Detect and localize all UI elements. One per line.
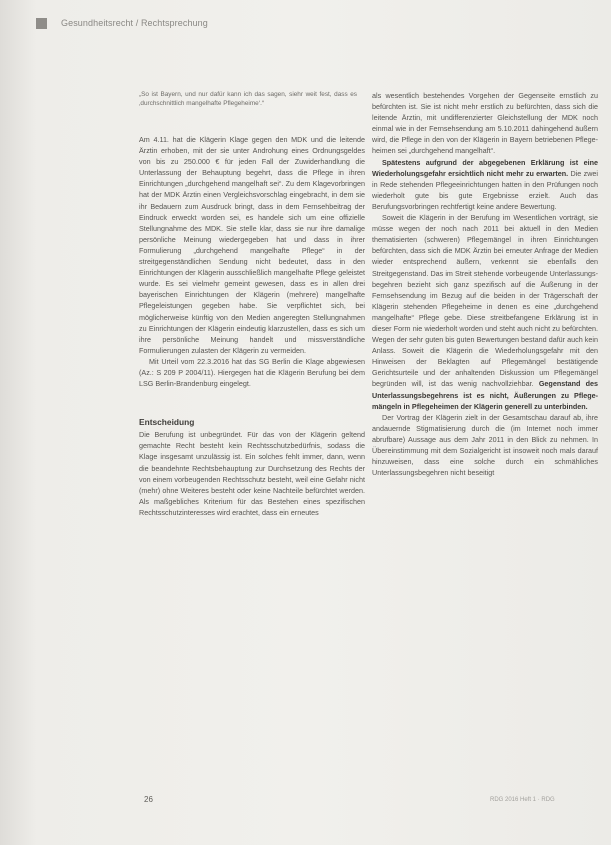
body-paragraph: Am 4.11. hat die Klägerin Klage gegen den MDK und die leitende Ärztin erhoben, mit der sie unter Androhung eines Ordnungsgeldes von bis zu 250.000 € für jeden Fall der Zuwiderhandlung die Unterlassung der Behauptung begehrt, dass die Pflege in ihren Einrichtungen „durchgehend mangelhaft sei“. Zu dem Klagevorbringen hat der MDK Ärztin einen Vergleichsvorschlag eingebracht, in dem sie ihr Bedauern zum Ausdruck bringt, dass in dem Fernsehbeitrag der Eindruck erweckt worden sei, es handele sich um eine offizielle Stellungnahme des MDK. Sie stelle klar, dass sie nur ihre damalige persönliche Meinung wiedergegeben hat und dass in ihrer Formulierung „durchgehend mangelhafte Pflege“ in der streitgegenständlichen Sendung nicht bedeutet, dass in den Einrichtungen der Klägerin ausschließlich mangelhafte Pflege geleistet wurde. Es sei vielmehr gemeint gewesen, dass es in allen drei bayerischen Einrichtungen der Klägerin (mehrere) mangelhafte Pflegeleistungen gegeben habe. Sie verpflichtet sich, bei möglicherweise künftig von den Medien angeregten Stellungnahmen zu Einrichtungen der Klägerin eindeutig klarzustellen, dass es sich um ihre persönliche Meinung handelt und missverständliche Formulierungen zulasten der Klägerin zu vermeiden. xyxy=(139,135,365,355)
body-paragraph xyxy=(372,157,598,212)
page-number: 26 xyxy=(144,795,153,804)
pull-quote: „So ist Bayern, und nur dafür kann ich das sagen, siehr weit fest, dass es ‚durchschnittlich mangelhafte Pflegeheime‘.“ xyxy=(139,91,357,107)
body-paragraph: Mit Urteil vom 22.3.2016 hat das SG Berlin die Klage abgewiesen (Az.: S 209 P 2004/11). Hiergegen hat die Klägerin Berufung bei dem LSG Berlin-Brandenburg eingelegt. xyxy=(139,356,365,389)
body-text: Die zwei in Rede stehenden Pflegeeinrichtungen hatten in den Prüfungen noch wiederholt gute bis gute Ergebnisse erzielt. Auch das Berufungsvorbringen rechtfertigt keine andere Bewertung. xyxy=(372,168,598,211)
running-header xyxy=(36,16,208,30)
body-paragraph: als wesentlich bestehendes Vorgehen der Gegenseite ernstlich zu befürchten ist. Sie ist nicht mehr erstlich zu befürchten, dass sich die leitende Ärztin, mit undifferenzierter Gleichstellung der MDK noch einmal wie in der Fernsehsendung am 5.10.2011 dahingehend äußern wird, die Pflege in den von der Klägerin in Bayern betriebenen Pflegeheimen sei „durchgehend mangelhaft“. xyxy=(372,91,598,156)
right-column xyxy=(372,90,598,478)
journal-footer: RDG 2016 Heft 1 · RDG xyxy=(490,797,555,803)
body-text: Soweit die Klägerin in der Berufung im Wesentlichen vorträgt, sie müsse wegen der noch nach 2011 bei aktuell in den Medien thematisierten (schweren) Pflegemängel in ihren Einrichtungen befürchten, dass sich die MDK Ärztin bei erneuter Anfrage der Medien wieder entsprechend äußern, verkennt sie ebenfalls den Streitgegenstand. Das im Streit stehende vorbeugende Unterlassungsbegehren bezieht sich ganz spezifisch auf die Äußerung in der Fernsehsendung im Bezug auf die beiden in der Trägerschaft der Klägerin stehenden Pflegeheime in denen es eine „durchgehend mangelhafte“ Pflege gebe. Diese streitbefangene Erklärung ist in dieser Form nie wiederholt worden und steht auch nicht zu befürchten. Wegen der sehr guten bis guten Bewertungen bestand dafür auch kein Anlass. Soweit die Klägerin die Wiederholungsgefahr mit den Hinweisen der Beklagten auf Pflegemängel bestätigende Gerichtsurteile und der anhaltenden Diskussion um Pflegemängel begründen will, ist das wenig nachvollziehbar. xyxy=(372,213,598,389)
body-paragraph: Der Vortrag der Klägerin zielt in der Gesamtschau darauf ab, ihre andauernde Stigmatisierung durch die (im Internet noch immer abrufbare) Aussage aus dem Jahr 2011 in den Blick zu nehmen. In Übereinstimmung mit dem Sozialgericht ist insoweit noch mals darauf hinzuweisen, dass eine solche durch ein schmähliches Unterlassungsbegehren nicht beseitigt xyxy=(372,412,598,478)
section-heading: Entscheidung xyxy=(139,417,195,428)
square-mark-icon xyxy=(36,18,47,29)
emphasis-text: Gegenstand des Unterlassungsbegehrens ist es nicht, Äußerungen zu Pflegemängeln in Pflegeheimen der Klägerin generell zu unterbinden. xyxy=(372,379,598,411)
left-column xyxy=(139,90,365,518)
header-title: Gesundheitsrecht / Rechtsprechung xyxy=(61,18,208,28)
emphasis-text: Spätestens aufgrund der abgegebenen Erklärung ist eine Wiederholungsgefahr ersichtlich nicht mehr zu erwarten. xyxy=(372,157,598,178)
body-paragraph xyxy=(372,212,598,412)
body-paragraph: Die Berufung ist unbegründet. Für das von der Klägerin geltend gemachte Recht besteht kein Rechtsschutzbedürfnis, sodass die Klage insgesamt unzulässig ist. Ein solches fehlt immer, dann, wenn die beandehnte Rechtsbehauptung zur Durchsetzung des Rechts der von einem vorbeugenden Rechtsschutz besteht, weil eine Gefahr nicht (mehr) ohne Weiteres besteht oder keine Nachteile befürchtet werden. Als maßgebliches Kriterium für das Bestehen eines spezifischen Rechtsschutzinteresses wird erachtet, dass ein erneutes xyxy=(139,430,365,517)
